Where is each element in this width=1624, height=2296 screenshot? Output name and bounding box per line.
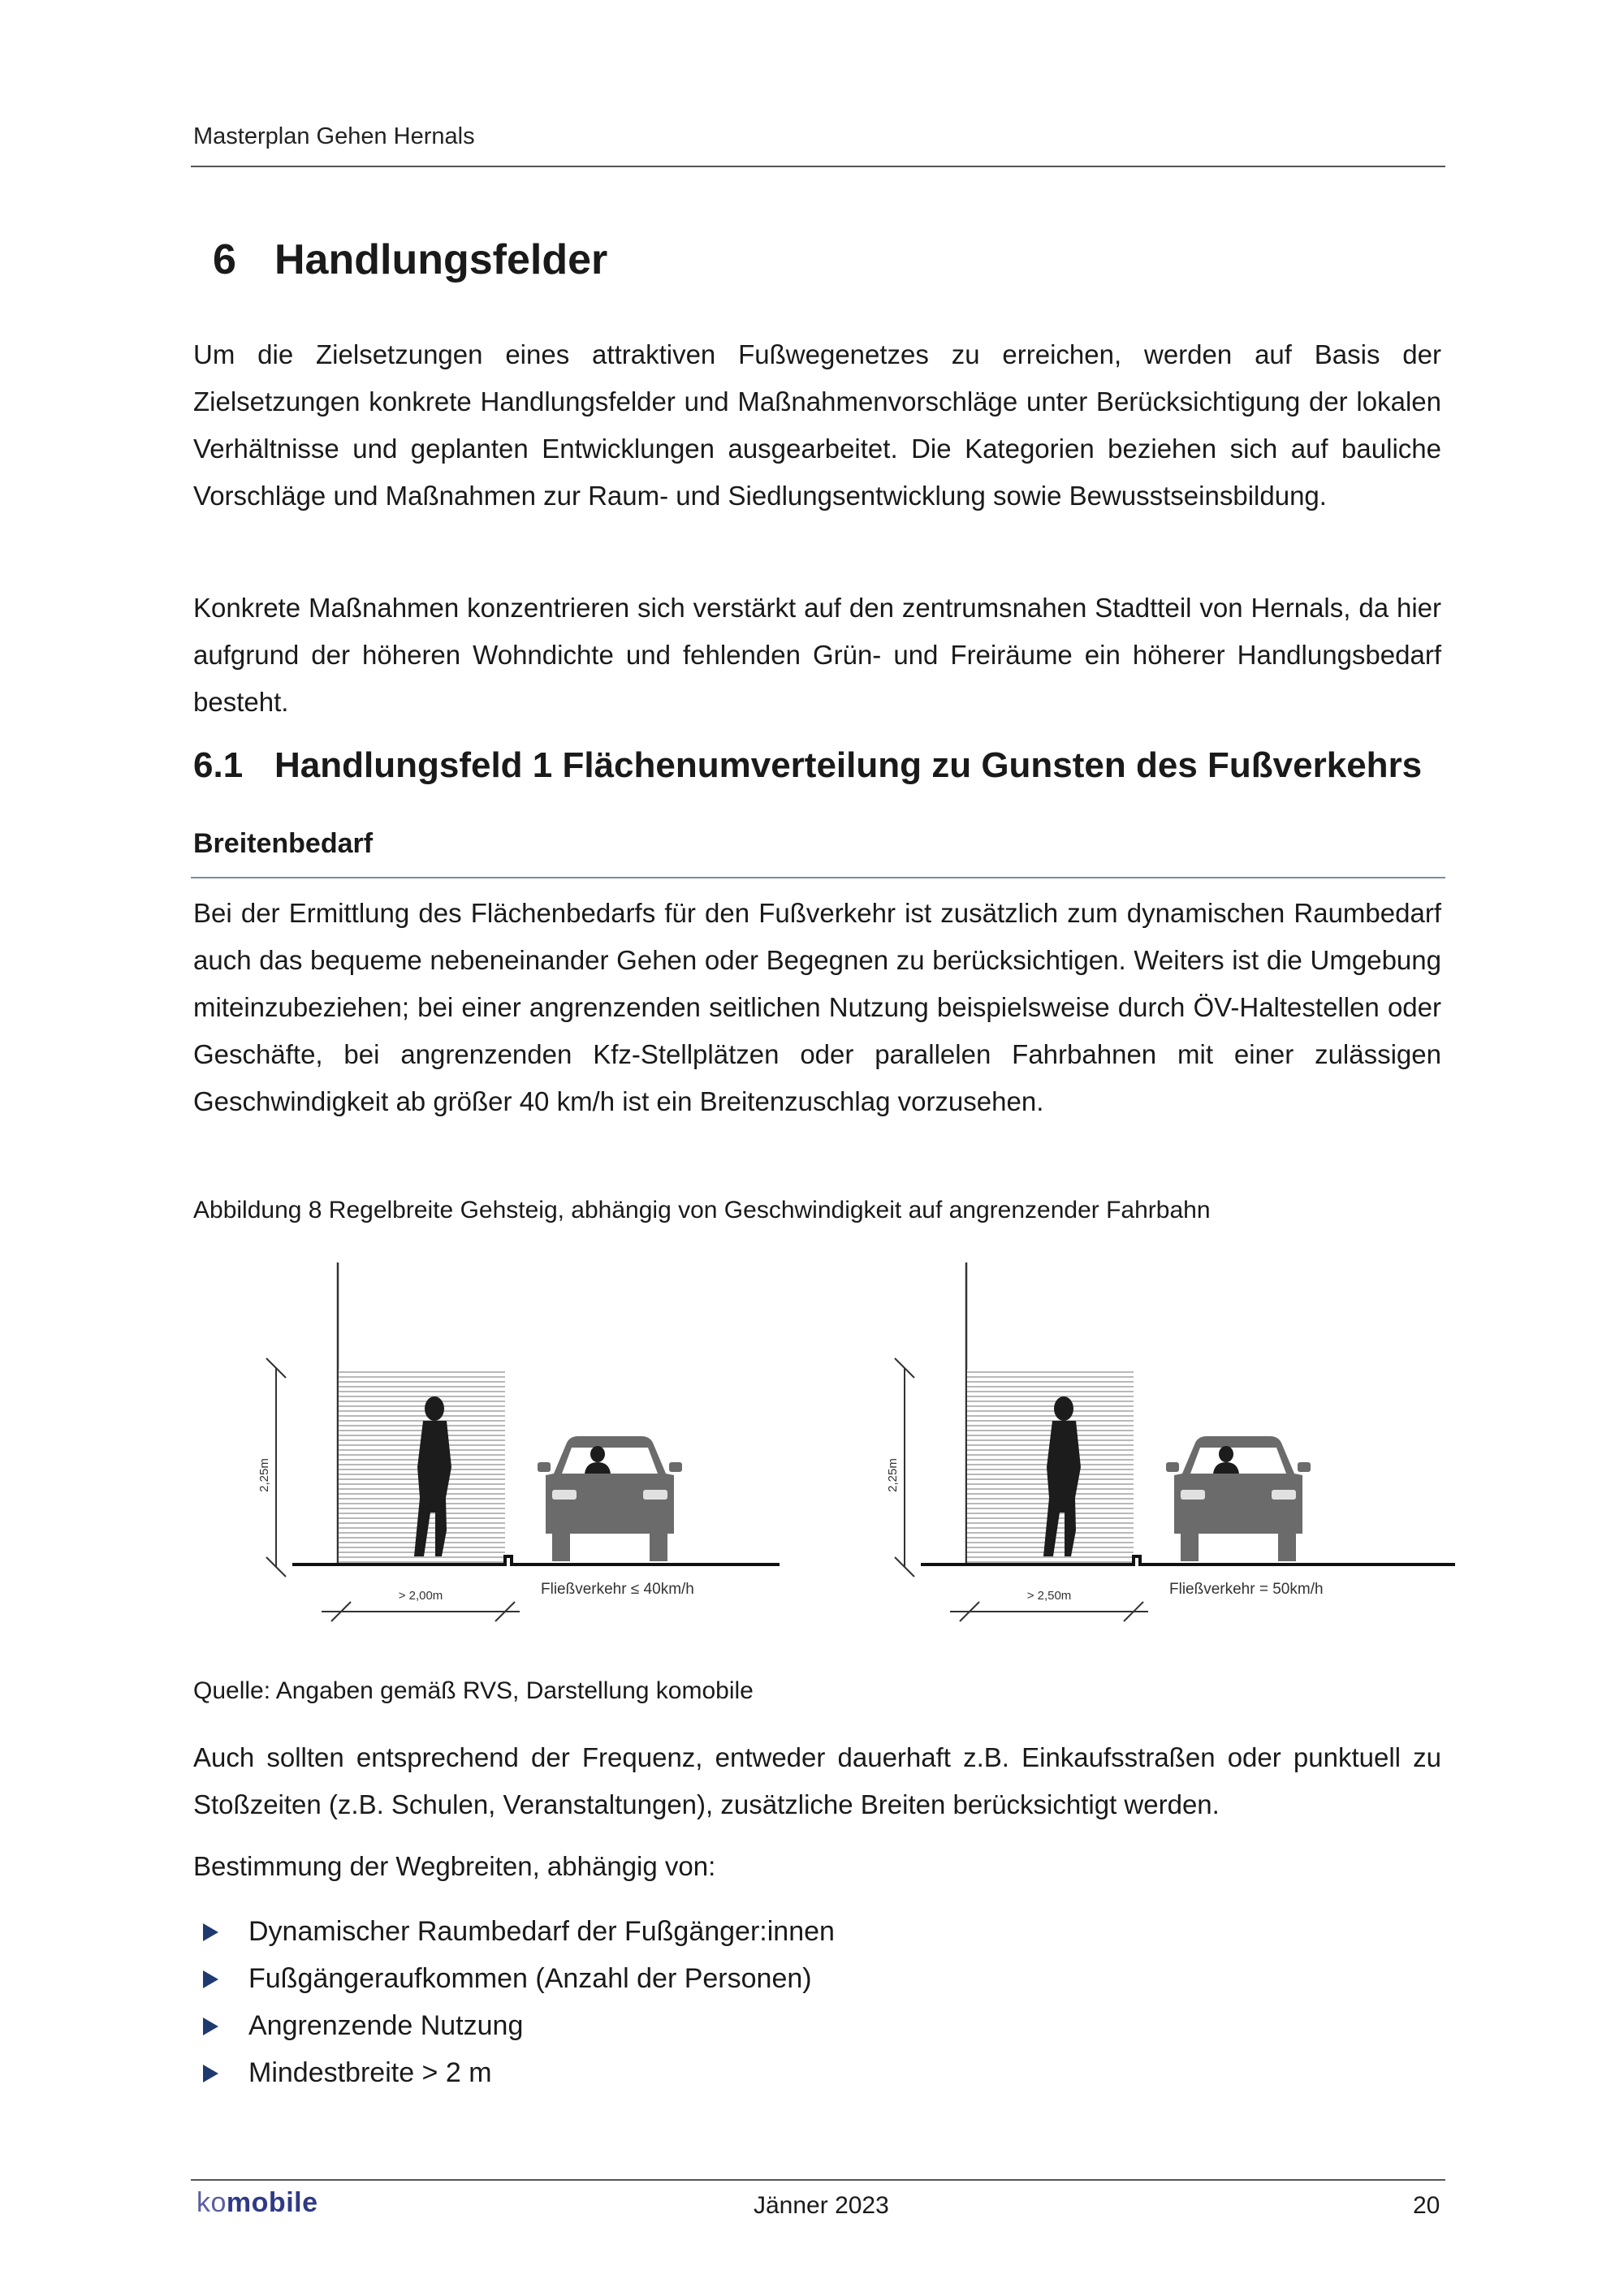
paragraph-intro: Um die Zielsetzungen eines attraktiven Fußwegenetzes zu erreichen, werden auf Basis der Zielsetzungen konkrete Handlungsfelder und Maßnahmenvorschläge unter Berücksichtigung der lokalen Verhältnisse und geplanten Entwicklungen ausgearbeitet. Die Kategorien beziehen sich auf bauliche Vorschläge und Maßnahmen zur Raum- und Siedlungsentwicklung sowie Bewusstseinsbildung. (193, 339, 1441, 511)
bullet-triangle-icon (203, 2065, 218, 2082)
subheading-breitenbedarf: Breitenbedarf (193, 828, 374, 859)
bullet-triangle-icon (203, 1923, 218, 1941)
traffic-label-right: Fließverkehr = 50km/h (1169, 1581, 1324, 1598)
subsection-number: 6.1 (193, 745, 244, 785)
section-heading (213, 235, 607, 284)
subheading-rule (191, 877, 1445, 878)
figure-panel-left (257, 1262, 780, 1621)
car-left (538, 1436, 682, 1561)
section-number: 6 (213, 236, 236, 283)
running-header: Masterplan Gehen Hernals (193, 123, 475, 149)
list-item: Mindestbreite > 2 m (248, 2049, 835, 2096)
width-label-left: > 2,00m (398, 1589, 443, 1603)
subsection-heading (193, 745, 1422, 786)
criteria-list (248, 1908, 835, 2096)
figure-caption: Abbildung 8 Regelbreite Gehsteig, abhängig von Geschwindigkeit auf angrenzender Fahrbahn (193, 1197, 1211, 1224)
section-title: Handlungsfelder (274, 236, 608, 283)
car-right (1166, 1436, 1311, 1561)
list-item: Fußgängeraufkommen (Anzahl der Personen) (248, 1955, 835, 2002)
page-number: 20 (1413, 2192, 1440, 2219)
paragraph-determination: Bestimmung der Wegbreiten, abhängig von: (193, 1851, 716, 1881)
sidewalk-width-figure (244, 1254, 1478, 1636)
paragraph-breitenbedarf: Bei der Ermittlung des Flächenbedarfs für den Fußverkehr ist zusätzlich zum dynamischen Raumbedarf auch das bequeme nebeneinander Gehen oder Begegnen zu berücksichtigen. Weiters ist die Umgebung miteinzubeziehen; bei einer angrenzenden seitlichen Nutzung beispielsweise durch ÖV-Haltestellen oder Geschäfte, bei angrenzenden Kfz-Stellplätzen oder parallelen Fahrbahnen mit einer zulässigen Geschwindigkeit ab größer 40 km/h ist ein Breitenzuschlag vorzusehen. (193, 898, 1441, 1116)
height-label-right: 2,25m (886, 1458, 900, 1492)
figure-source: Quelle: Angaben gemäß RVS, Darstellung komobile (193, 1677, 754, 1704)
header-rule (191, 166, 1445, 167)
paragraph-focus: Konkrete Maßnahmen konzentrieren sich verstärkt auf den zentrumsnahen Stadtteil von Hernals, da hier aufgrund der höheren Wohndichte und fehlenden Grün- und Freiräume ein höherer Handlungsbedarf besteht. (193, 593, 1441, 717)
width-label-right: > 2,50m (1026, 1589, 1072, 1603)
bullet-triangle-icon (203, 1970, 218, 1988)
subsection-title: Handlungsfeld 1 Flächenumverteilung zu Gunsten des Fußverkehrs (274, 745, 1423, 785)
komobile-logo: komobile (197, 2187, 318, 2218)
figure-panel-right (886, 1262, 1455, 1621)
traffic-label-left: Fließverkehr ≤ 40km/h (541, 1581, 694, 1598)
list-item: Dynamischer Raumbedarf der Fußgänger:innen (248, 1908, 835, 1955)
list-item: Angrenzende Nutzung (248, 2002, 835, 2049)
footer-date: Jänner 2023 (754, 2192, 889, 2219)
bullet-triangle-icon (203, 2018, 218, 2035)
paragraph-frequency: Auch sollten entsprechend der Frequenz, entweder dauerhaft z.B. Einkaufsstraßen oder punktuell zu Stoßzeiten (z.B. Schulen, Veranstaltungen), zusätzliche Breiten berücksichtigt werden. (193, 1742, 1441, 1819)
height-label-left: 2,25m (257, 1458, 271, 1492)
footer-rule (191, 2179, 1445, 2181)
